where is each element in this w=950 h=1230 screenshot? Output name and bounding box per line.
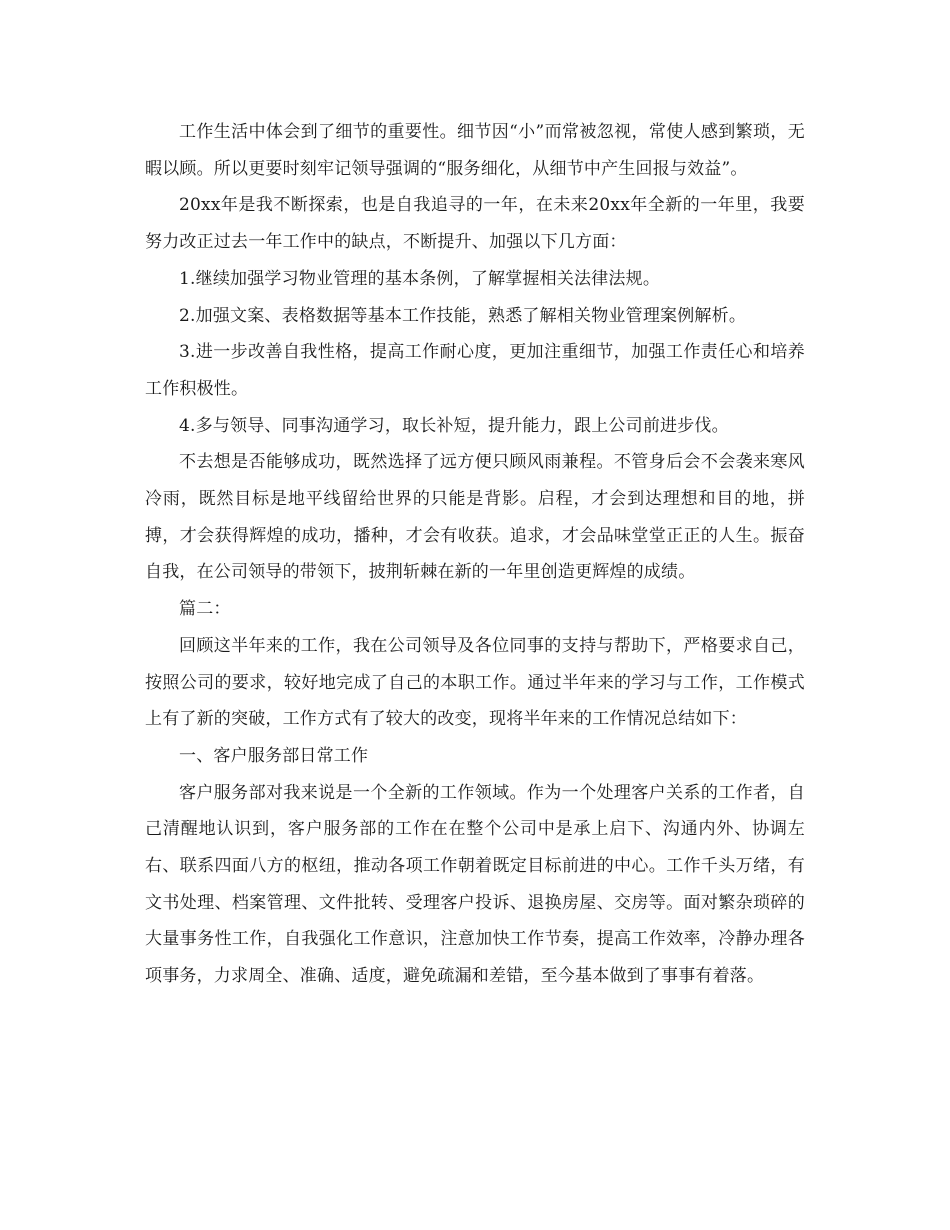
list-item-2: 2.加强文案、表格数据等基本工作技能，熟悉了解相关物业管理案例解析。 bbox=[179, 305, 747, 326]
subsection-heading-customer-service: 一、客户服务部日常工作 bbox=[179, 745, 369, 766]
list-item-4: 4.多与领导、同事沟通学习，取长补短，提升能力，跟上公司前进步伐。 bbox=[179, 415, 729, 436]
paragraph-customer-service-work: 客户服务部对我来说是一个全新的工作领域。作为一个处理客户关系的工作者，自己清醒地认识到，客户服务部的工作在在整个公司中是承上启下、沟通内外、协调左右、联系四面八方的枢纽，推动各项工作朝着既定目标前进的中心。工作千头万绪，有文书处理、档案管理、文件批转、受理客户投诉、退换房屋、交房等。面对繁杂琐碎的大量事务性工作，自我强化工作意识，注意加快工作节奏，提高工作效率，冷静办理各项事务，力求周全、准确、适度，避免疏漏和差错，至今基本做到了事事有着落。 bbox=[145, 782, 805, 987]
paragraph-half-year-review: 回顾这半年来的工作，我在公司领导及各位同事的支持与帮助下，严格要求自己，按照公司的要求，较好地完成了自己的本职工作。通过半年来的学习与工作，工作模式上有了新的突破，工作方式有了较大的改变，现将半年来的工作情况总结如下： bbox=[145, 635, 805, 730]
list-item-1: 1.继续加强学习物业管理的基本条例，了解掌握相关法律法规。 bbox=[179, 268, 661, 289]
paragraph-motivation: 不去想是否能够成功，既然选择了远方便只顾风雨兼程。不管身后会不会袭来寒风冷雨，既然目标是地平线留给世界的只能是背影。启程，才会到达理想和目的地，拼搏，才会获得辉煌的成功，播种，才会有收获。追求，才会品味堂堂正正的人生。振奋自我，在公司领导的带领下，披荆斩棘在新的一年里创造更辉煌的成绩。 bbox=[145, 452, 805, 583]
section-heading-part-two: 篇二： bbox=[179, 599, 231, 620]
paragraph-year-plan: 20xx年是我不断探索，也是自我追寻的一年，在未来20xx年全新的一年里，我要努力改正过去一年工作中的缺点，不断提升、加强以下几方面： bbox=[145, 195, 805, 253]
paragraph-detail-importance: 工作生活中体会到了细节的重要性。细节因“小”而常被忽视，常使人感到繁琐，无暇以顾。所以更要时刻牢记领导强调的“服务细化，从细节中产生回报与效益”。 bbox=[145, 122, 805, 179]
document-page bbox=[145, 114, 805, 995]
list-item-3: 3.进一步改善自我性格，提高工作耐心度，更加注重细节，加强工作责任心和培养工作积极性。 bbox=[145, 342, 805, 399]
